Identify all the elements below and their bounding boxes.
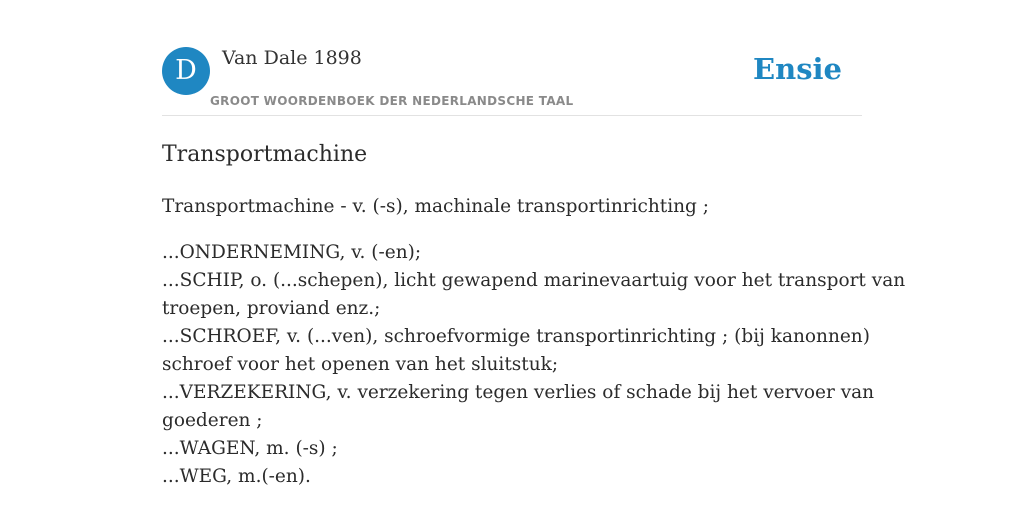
compound-line: ...SCHROEF, v. (...ven), schroefvormige transportinrichting ; (bij kanonnen) — [162, 326, 870, 347]
compound-line: ...VERZEKERING, v. verzekering tegen verlies of schade bij het vervoer van — [162, 382, 875, 403]
dictionary-title[interactable]: Van Dale 1898 — [222, 47, 362, 69]
entry-title: Transportmachine — [162, 142, 368, 167]
compound-line: troepen, proviand enz.; — [162, 298, 381, 319]
compound-line: schroef voor het openen van het sluitstuk; — [162, 354, 559, 375]
compound-line: goederen ; — [162, 410, 263, 431]
compound-line: ...WAGEN, m. (-s) ; — [162, 438, 338, 459]
dictionary-subtitle: GROOT WOORDENBOEK DER NEDERLANDSCHE TAAL — [210, 94, 574, 108]
entry-definition: Transportmachine - v. (-s), machinale transportinrichting ; — [162, 196, 709, 217]
compound-line: ...ONDERNEMING, v. (-en); — [162, 242, 422, 263]
dictionary-avatar[interactable]: D — [162, 47, 210, 95]
compound-line: ...SCHIP, o. (...schepen), licht gewapend marinevaartuig voor het transport van — [162, 270, 906, 291]
brand-logo-link[interactable]: Ensie — [753, 52, 842, 86]
compound-line: ...WEG, m.(-en). — [162, 466, 311, 487]
entry-compounds — [162, 239, 906, 491]
header-divider — [162, 115, 862, 116]
